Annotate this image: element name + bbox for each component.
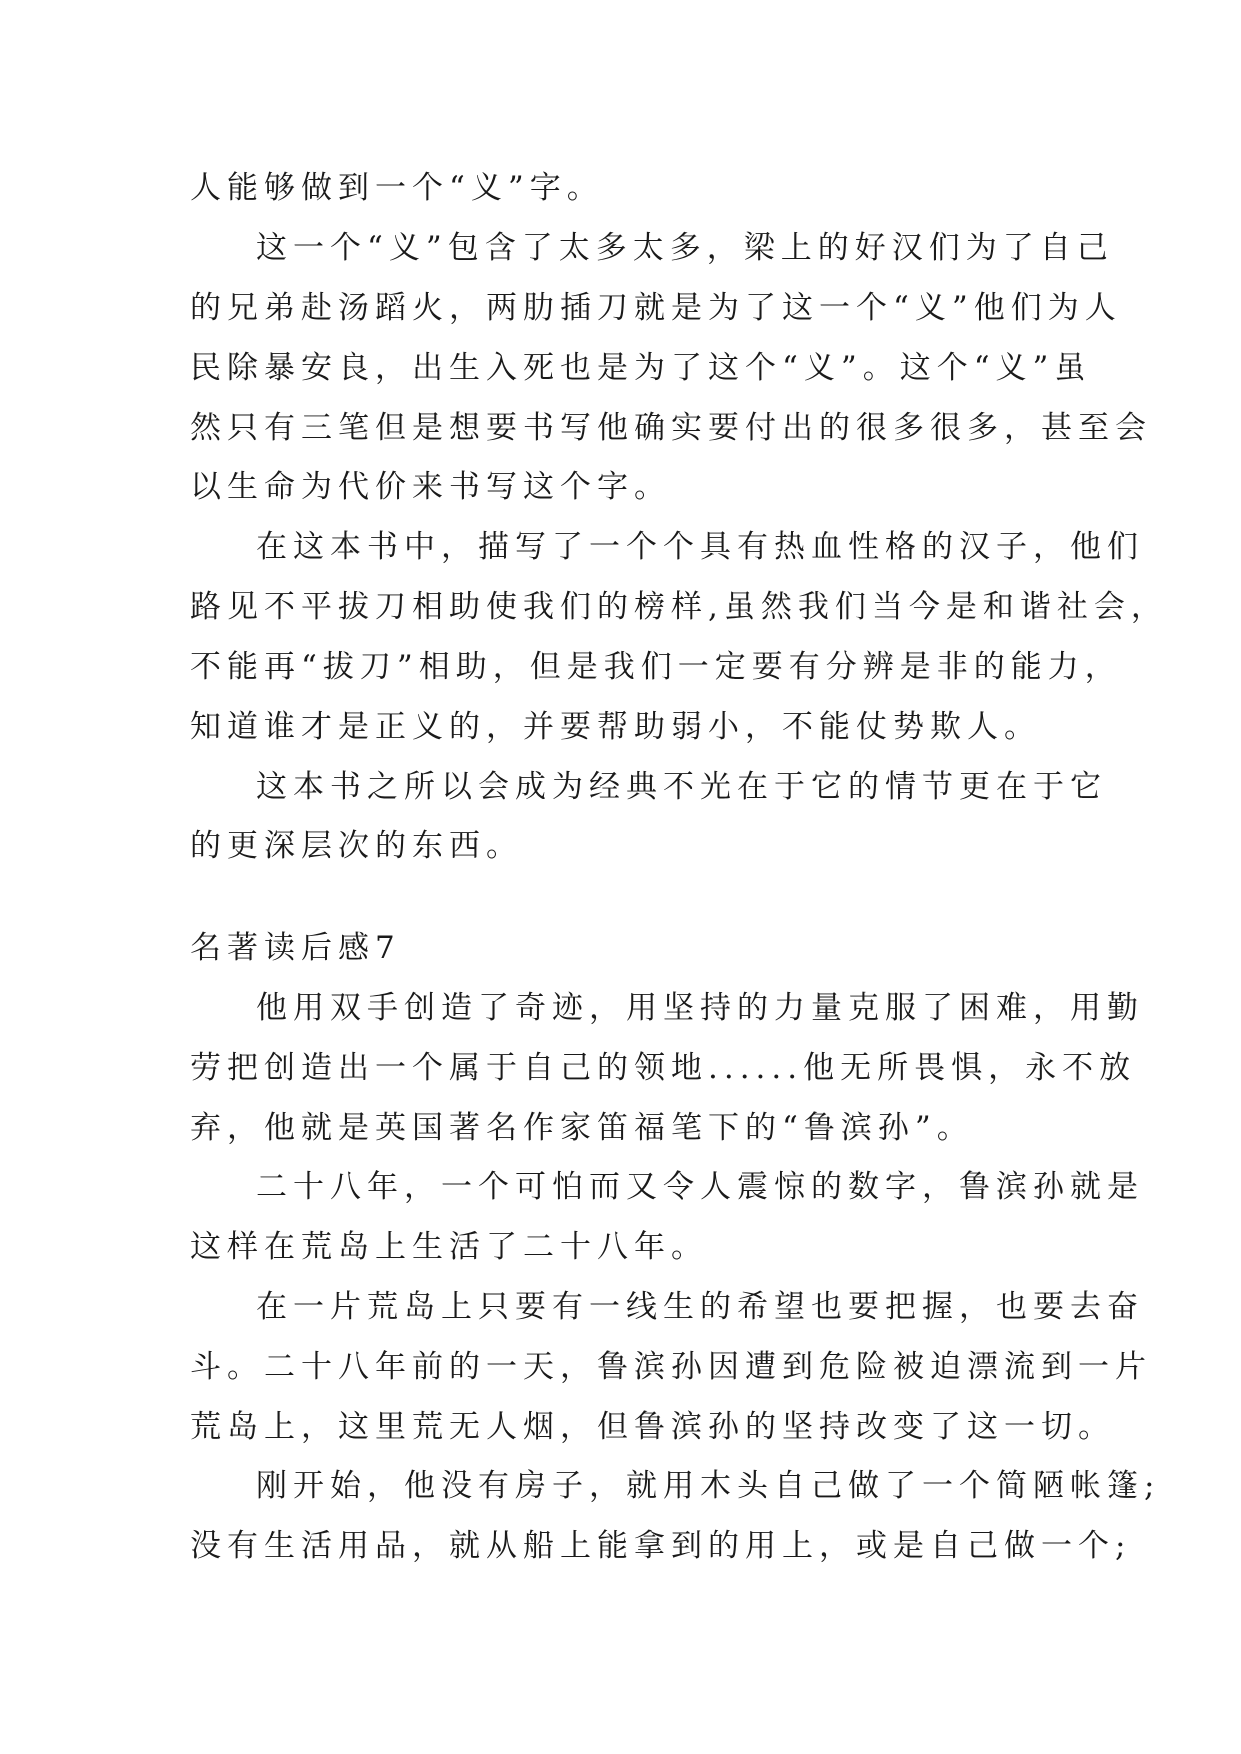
paragraph-first-line: 刚开始，他没有房子，就用木头自己做了一个简陋帐篷; <box>256 1468 1161 1504</box>
paragraph-first-line: 在一片荒岛上只要有一线生的希望也要把握，也要去奋 <box>256 1289 1144 1325</box>
section-heading: 名著读后感7 <box>190 930 401 966</box>
text-line: 知道谁才是正义的，并要帮助弱小，不能仗势欺人。 <box>190 709 1041 745</box>
text-line: 斗。二十八年前的一天，鲁滨孙因遭到危险被迫漂流到一片 <box>190 1349 1152 1385</box>
text-line: 的兄弟赴汤蹈火，两肋插刀就是为了这一个“义”他们为人 <box>190 290 1122 326</box>
text-line: 不能再“拔刀”相助，但是我们一定要有分辨是非的能力， <box>190 649 1122 685</box>
paragraph-first-line: 这本书之所以会成为经典不光在于它的情节更在于它 <box>256 769 1107 805</box>
text-line: 人能够做到一个“义”字。 <box>190 170 604 206</box>
text-line: 民除暴安良，出生入死也是为了这个“义”。这个“义”虽 <box>190 350 1092 386</box>
text-line: 以生命为代价来书写这个字。 <box>190 469 671 505</box>
text-line: 路见不平拔刀相助使我们的榜样,虽然我们当今是和谐社会， <box>190 589 1168 625</box>
paragraph-first-line: 二十八年，一个可怕而又令人震惊的数字，鲁滨孙就是 <box>256 1169 1144 1205</box>
text-line: 荒岛上，这里荒无人烟，但鲁滨孙的坚持改变了这一切。 <box>190 1409 1115 1445</box>
text-line: 的更深层次的东西。 <box>190 828 523 864</box>
text-line: 没有生活用品，就从船上能拿到的用上，或是自己做一个; <box>190 1528 1132 1564</box>
paragraph-first-line: 这一个“义”包含了太多太多，梁上的好汉们为了自己 <box>256 230 1114 266</box>
paragraph-first-line: 他用双手创造了奇迹，用坚持的力量克服了困难，用勤 <box>256 990 1144 1026</box>
text-line: 然只有三笔但是想要书写他确实要付出的很多很多，甚至会 <box>190 410 1152 446</box>
text-line: 劳把创造出一个属于自己的领地......他无所畏惧，永不放 <box>190 1050 1137 1086</box>
text-line: 弃，他就是英国著名作家笛福笔下的“鲁滨孙”。 <box>190 1110 974 1146</box>
paragraph-first-line: 在这本书中，描写了一个个具有热血性格的汉子，他们 <box>256 529 1144 565</box>
text-line: 这样在荒岛上生活了二十八年。 <box>190 1229 708 1265</box>
